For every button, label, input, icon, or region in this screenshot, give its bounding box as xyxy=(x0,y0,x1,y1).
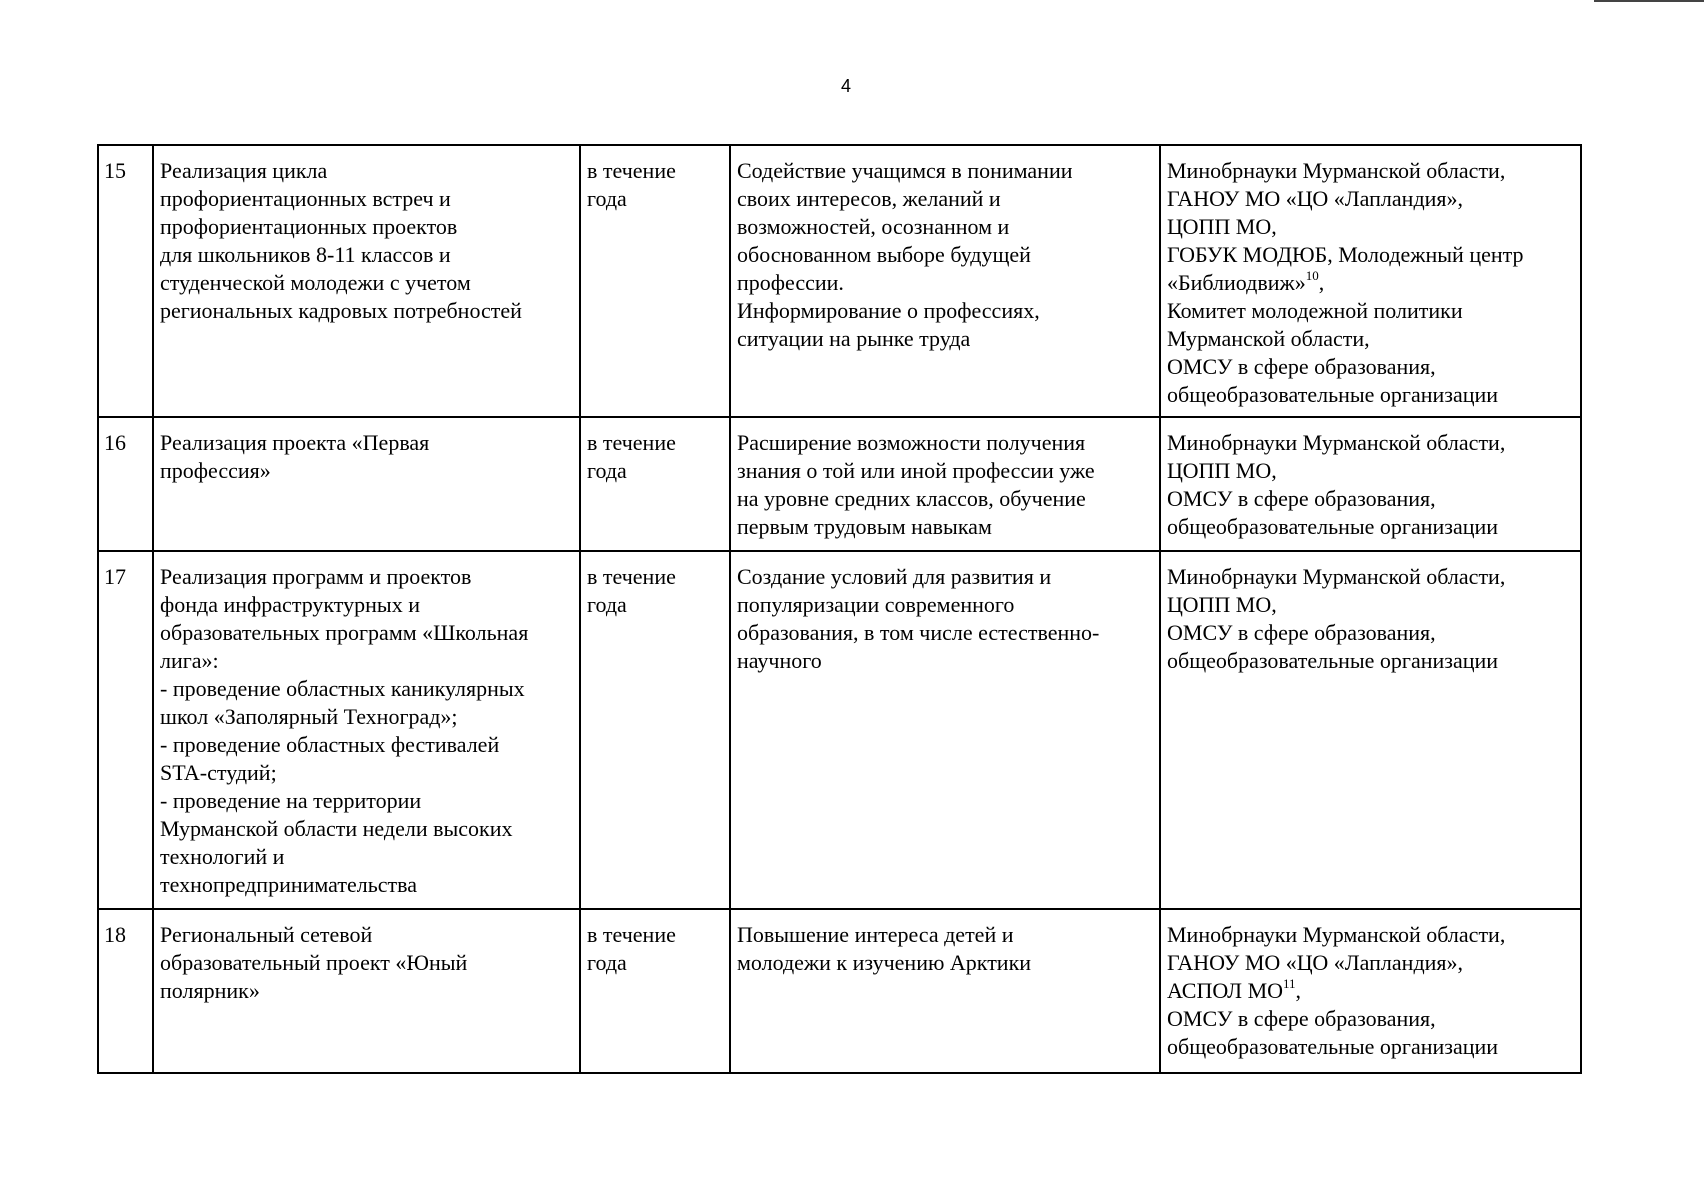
result-cell xyxy=(730,417,1160,551)
text-line: ГАНОУ МО «ЦО «Лапландия», xyxy=(1167,186,1464,211)
term-cell xyxy=(580,909,730,1073)
table-row xyxy=(98,551,1581,909)
footnote-marker: 10 xyxy=(1305,267,1319,283)
text-line: фонда инфраструктурных и xyxy=(160,592,420,617)
text-line: - проведение областных каникулярных xyxy=(160,676,525,701)
text-line: обоснованном выборе будущей xyxy=(737,242,1031,267)
page-number: 4 xyxy=(840,76,851,96)
result-cell xyxy=(730,145,1160,417)
text-line: молодежи к изучению Арктики xyxy=(737,950,1032,975)
organization-name: «Библиодвиж» xyxy=(1167,270,1306,295)
text-line: - проведение на территории xyxy=(160,788,422,813)
responsible-cell xyxy=(1160,551,1581,909)
text-line: года xyxy=(587,458,627,483)
text-line: Мурманской области, xyxy=(1167,326,1370,351)
organization-name: АСПОЛ МО xyxy=(1167,978,1284,1003)
text-line: популяризации современного xyxy=(737,592,1015,617)
text-line: в течение xyxy=(587,564,676,589)
term-cell xyxy=(580,145,730,417)
punctuation: , xyxy=(1318,270,1325,295)
text-line: Комитет молодежной политики xyxy=(1167,298,1463,323)
text-line: Реализация программ и проектов xyxy=(160,564,472,589)
text-line: ОМСУ в сфере образования, xyxy=(1167,620,1436,645)
text-line: Минобрнауки Мурманской области, xyxy=(1167,158,1506,183)
text-line: Реализация цикла xyxy=(160,158,328,183)
text-line: - проведение областных фестивалей xyxy=(160,732,500,757)
text-line: ЦОПП МО, xyxy=(1167,592,1277,617)
punctuation: , xyxy=(1295,978,1302,1003)
text-line: Региональный сетевой xyxy=(160,922,373,947)
text-line: в течение xyxy=(587,430,676,455)
result-cell xyxy=(730,909,1160,1073)
text-line: образования, в том числе естественно- xyxy=(737,620,1100,645)
text-line: STA-студий; xyxy=(160,760,277,785)
text-line: Создание условий для развития и xyxy=(737,564,1052,589)
event-cell xyxy=(153,145,580,417)
result-cell xyxy=(730,551,1160,909)
text-line: первым трудовым навыкам xyxy=(737,514,992,539)
scan-edge-mark xyxy=(1594,0,1704,2)
text-line: научного xyxy=(737,648,822,673)
text-line: ЦОПП МО, xyxy=(1167,214,1277,239)
text-line: Повышение интереса детей и xyxy=(737,922,1014,947)
term-cell xyxy=(580,551,730,909)
row-number: 16 xyxy=(98,417,153,551)
text-line: знания о той или иной профессии уже xyxy=(737,458,1095,483)
text-line xyxy=(1167,977,1574,1005)
text-line: технологий и xyxy=(160,844,285,869)
row-number: 18 xyxy=(98,909,153,1073)
text-line: Минобрнауки Мурманской области, xyxy=(1167,922,1506,947)
footnote-marker: 11 xyxy=(1283,975,1296,991)
text-line: года xyxy=(587,592,627,617)
row-number: 17 xyxy=(98,551,153,909)
text-line: ГОБУК МОДЮБ, Молодежный центр xyxy=(1167,242,1524,267)
text-line: в течение xyxy=(587,922,676,947)
text-line: полярник» xyxy=(160,978,260,1003)
text-line: общеобразовательные организации xyxy=(1167,1034,1499,1059)
text-line: на уровне средних классов, обучение xyxy=(737,486,1086,511)
text-line: Минобрнауки Мурманской области, xyxy=(1167,564,1506,589)
text-line: лига»: xyxy=(160,648,219,673)
text-line: ОМСУ в сфере образования, xyxy=(1167,354,1436,379)
text-line: студенческой молодежи с учетом xyxy=(160,270,471,295)
responsible-cell xyxy=(1160,909,1581,1073)
responsible-cell xyxy=(1160,417,1581,551)
term-cell xyxy=(580,417,730,551)
table-row xyxy=(98,145,1581,417)
text-line: ГАНОУ МО «ЦО «Лапландия», xyxy=(1167,950,1464,975)
text-line: общеобразовательные организации xyxy=(1167,514,1499,539)
text-line: Расширение возможности получения xyxy=(737,430,1086,455)
event-cell xyxy=(153,909,580,1073)
text-line: школ «Заполярный Техноград»; xyxy=(160,704,458,729)
text-line: в течение xyxy=(587,158,676,183)
text-line: образовательных программ «Школьная xyxy=(160,620,529,645)
text-line xyxy=(1167,269,1574,297)
text-line: региональных кадровых потребностей xyxy=(160,298,522,323)
text-line: года xyxy=(587,186,627,211)
text-line: возможностей, осознанном и xyxy=(737,214,1010,239)
text-line: ОМСУ в сфере образования, xyxy=(1167,486,1436,511)
text-line: своих интересов, желаний и xyxy=(737,186,1001,211)
text-line: общеобразовательные организации xyxy=(1167,648,1499,673)
text-line: для школьников 8-11 классов и xyxy=(160,242,451,267)
text-line: года xyxy=(587,950,627,975)
activities-table xyxy=(97,144,1582,1074)
text-line: профориентационных проектов xyxy=(160,214,458,239)
responsible-cell xyxy=(1160,145,1581,417)
text-line: Мурманской области недели высоких xyxy=(160,816,513,841)
text-line: профориентационных встреч и xyxy=(160,186,451,211)
text-line: технопредпринимательства xyxy=(160,872,417,897)
text-line: ЦОПП МО, xyxy=(1167,458,1277,483)
text-line: Минобрнауки Мурманской области, xyxy=(1167,430,1506,455)
text-line: профессия» xyxy=(160,458,271,483)
text-line: образовательный проект «Юный xyxy=(160,950,468,975)
text-line: Реализация проекта «Первая xyxy=(160,430,430,455)
text-line: профессии. xyxy=(737,270,844,295)
event-cell xyxy=(153,417,580,551)
row-number: 15 xyxy=(98,145,153,417)
text-line: ситуации на рынке труда xyxy=(737,326,971,351)
event-cell xyxy=(153,551,580,909)
table-row xyxy=(98,909,1581,1073)
text-line: Информирование о профессиях, xyxy=(737,298,1040,323)
text-line: общеобразовательные организации xyxy=(1167,382,1499,407)
table-row xyxy=(98,417,1581,551)
text-line: Содействие учащимся в понимании xyxy=(737,158,1073,183)
text-line: ОМСУ в сфере образования, xyxy=(1167,1006,1436,1031)
